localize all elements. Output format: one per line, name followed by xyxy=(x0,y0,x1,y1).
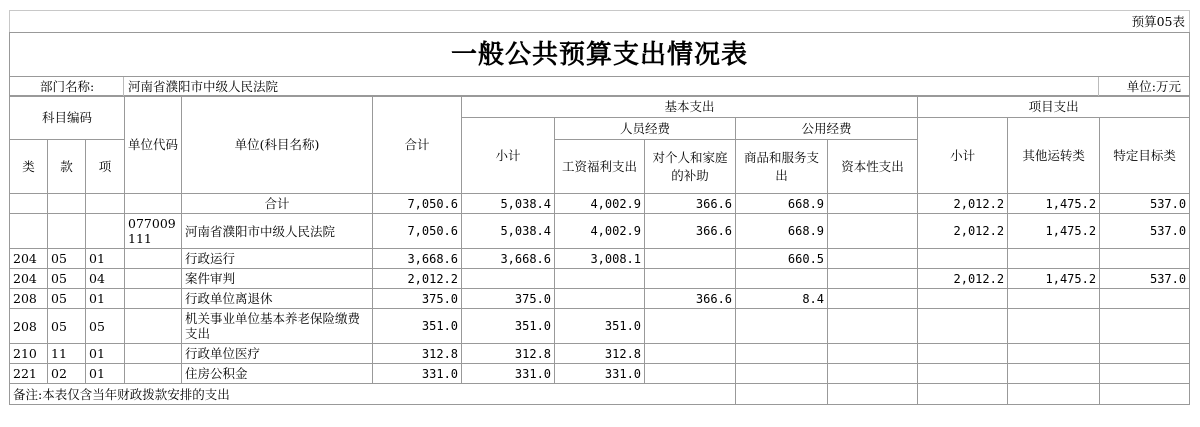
individual-subsidy-cell: 366.6 xyxy=(645,214,736,249)
special-purpose-cell xyxy=(1100,309,1190,344)
subject-class-cell: 208 xyxy=(10,289,48,309)
subject-item-cell: 01 xyxy=(86,344,125,364)
header-unit-code: 单位代码 xyxy=(125,97,182,194)
header-total: 合计 xyxy=(373,97,462,194)
table-row xyxy=(10,344,1190,364)
total-cell: 2,012.2 xyxy=(373,269,462,289)
project-subtotal-cell: 2,012.2 xyxy=(918,214,1008,249)
goods-services-cell xyxy=(736,344,828,364)
capital-cell xyxy=(828,269,918,289)
salary-cell: 4,002.9 xyxy=(555,194,645,214)
capital-cell xyxy=(828,249,918,269)
table-row xyxy=(10,309,1190,344)
unit-code-cell xyxy=(125,269,182,289)
expenditure-table xyxy=(9,96,1190,405)
project-subtotal-cell xyxy=(918,364,1008,384)
table-row xyxy=(10,289,1190,309)
unit-code-cell xyxy=(125,364,182,384)
subject-item-cell: 01 xyxy=(86,249,125,269)
subject-section-cell: 11 xyxy=(48,344,86,364)
capital-cell xyxy=(828,344,918,364)
capital-cell xyxy=(828,289,918,309)
subject-section-cell: 05 xyxy=(48,249,86,269)
other-transfer-cell: 1,475.2 xyxy=(1008,214,1100,249)
goods-services-cell: 668.9 xyxy=(736,214,828,249)
table-row xyxy=(10,249,1190,269)
subject-item-cell xyxy=(86,194,125,214)
table-row xyxy=(10,269,1190,289)
subject-class-cell: 208 xyxy=(10,309,48,344)
unit-name-cell: 住房公积金 xyxy=(182,364,373,384)
empty-cell xyxy=(828,384,918,405)
salary-cell: 4,002.9 xyxy=(555,214,645,249)
unit-name-cell: 机关事业单位基本养老保险缴费支出 xyxy=(182,309,373,344)
special-purpose-cell xyxy=(1100,344,1190,364)
basic-subtotal-cell: 3,668.6 xyxy=(462,249,555,269)
unit-name-cell: 行政单位医疗 xyxy=(182,344,373,364)
individual-subsidy-cell xyxy=(645,309,736,344)
individual-subsidy-cell: 366.6 xyxy=(645,289,736,309)
subject-section-cell: 05 xyxy=(48,269,86,289)
department-label: 部门名称: xyxy=(40,79,95,94)
header-salary: 工资福利支出 xyxy=(555,140,645,194)
subject-class-cell: 210 xyxy=(10,344,48,364)
goods-services-cell xyxy=(736,309,828,344)
header-subject-code: 科目编码 xyxy=(10,97,125,140)
capital-cell xyxy=(828,364,918,384)
empty-cell xyxy=(1008,384,1100,405)
header-unit-name: 单位(科目名称) xyxy=(182,97,373,194)
header-public: 公用经费 xyxy=(736,118,918,140)
special-purpose-cell: 537.0 xyxy=(1100,269,1190,289)
salary-cell: 3,008.1 xyxy=(555,249,645,269)
header-personnel: 人员经费 xyxy=(555,118,736,140)
total-cell: 351.0 xyxy=(373,309,462,344)
other-transfer-cell xyxy=(1008,289,1100,309)
header-special: 特定目标类 xyxy=(1100,118,1190,194)
header-goods: 商品和服务支出 xyxy=(736,140,828,194)
individual-subsidy-cell xyxy=(645,269,736,289)
capital-cell xyxy=(828,194,918,214)
table-row xyxy=(10,194,1190,214)
page-title: 一般公共预算支出情况表 xyxy=(9,32,1190,76)
subject-item-cell: 01 xyxy=(86,289,125,309)
other-transfer-cell xyxy=(1008,309,1100,344)
table-note: 备注:本表仅含当年财政拨款安排的支出 xyxy=(10,384,736,405)
unit-name-cell: 河南省濮阳市中级人民法院 xyxy=(182,214,373,249)
empty-cell xyxy=(1100,384,1190,405)
unit-code-cell xyxy=(125,194,182,214)
subject-class-cell xyxy=(10,214,48,249)
unit-name-cell: 合计 xyxy=(182,194,373,214)
header-basic-subtotal: 小计 xyxy=(462,118,555,194)
project-subtotal-cell: 2,012.2 xyxy=(918,269,1008,289)
unit-code-cell: 077009111 xyxy=(125,214,182,249)
subject-item-cell xyxy=(86,214,125,249)
header-capital: 资本性支出 xyxy=(828,140,918,194)
individual-subsidy-cell: 366.6 xyxy=(645,194,736,214)
other-transfer-cell: 1,475.2 xyxy=(1008,194,1100,214)
total-cell: 331.0 xyxy=(373,364,462,384)
project-subtotal-cell xyxy=(918,344,1008,364)
report-sheet xyxy=(9,8,1190,418)
goods-services-cell xyxy=(736,269,828,289)
subject-item-cell: 01 xyxy=(86,364,125,384)
individual-subsidy-cell xyxy=(645,344,736,364)
capital-cell xyxy=(828,214,918,249)
goods-services-cell: 8.4 xyxy=(736,289,828,309)
goods-services-cell: 660.5 xyxy=(736,249,828,269)
project-subtotal-cell: 2,012.2 xyxy=(918,194,1008,214)
special-purpose-cell xyxy=(1100,364,1190,384)
subject-section-cell xyxy=(48,194,86,214)
department-row xyxy=(9,76,1190,96)
divider xyxy=(123,77,124,97)
goods-services-cell xyxy=(736,364,828,384)
basic-subtotal-cell: 375.0 xyxy=(462,289,555,309)
other-transfer-cell xyxy=(1008,364,1100,384)
unit-name-cell: 案件审判 xyxy=(182,269,373,289)
subject-class-cell: 221 xyxy=(10,364,48,384)
header-xiang: 项 xyxy=(86,140,125,194)
unit-name-cell: 行政运行 xyxy=(182,249,373,269)
special-purpose-cell: 537.0 xyxy=(1100,194,1190,214)
special-purpose-cell: 537.0 xyxy=(1100,214,1190,249)
basic-subtotal-cell: 312.8 xyxy=(462,344,555,364)
other-transfer-cell xyxy=(1008,249,1100,269)
subject-item-cell: 04 xyxy=(86,269,125,289)
individual-subsidy-cell xyxy=(645,364,736,384)
unit-code-cell xyxy=(125,289,182,309)
total-cell: 7,050.6 xyxy=(373,194,462,214)
table-body xyxy=(10,194,1190,384)
capital-cell xyxy=(828,309,918,344)
header-other-transfer: 其他运转类 xyxy=(1008,118,1100,194)
individual-subsidy-cell xyxy=(645,249,736,269)
table-row xyxy=(10,214,1190,249)
subject-section-cell: 05 xyxy=(48,289,86,309)
basic-subtotal-cell xyxy=(462,269,555,289)
basic-subtotal-cell: 5,038.4 xyxy=(462,214,555,249)
project-subtotal-cell xyxy=(918,249,1008,269)
subject-section-cell: 05 xyxy=(48,309,86,344)
empty-cell xyxy=(918,384,1008,405)
subject-item-cell: 05 xyxy=(86,309,125,344)
table-number: 预算05表 xyxy=(9,10,1190,32)
project-subtotal-cell xyxy=(918,289,1008,309)
divider xyxy=(1098,77,1099,97)
header-individual: 对个人和家庭的补助 xyxy=(645,140,736,194)
subject-class-cell: 204 xyxy=(10,249,48,269)
subject-class-cell: 204 xyxy=(10,269,48,289)
header-project-expenditure: 项目支出 xyxy=(918,97,1190,118)
subject-section-cell: 02 xyxy=(48,364,86,384)
department-name: 河南省濮阳市中级人民法院 xyxy=(128,79,279,94)
total-cell: 312.8 xyxy=(373,344,462,364)
other-transfer-cell xyxy=(1008,344,1100,364)
basic-subtotal-cell: 331.0 xyxy=(462,364,555,384)
header-project-subtotal: 小计 xyxy=(918,118,1008,194)
salary-cell: 331.0 xyxy=(555,364,645,384)
project-subtotal-cell xyxy=(918,309,1008,344)
total-cell: 7,050.6 xyxy=(373,214,462,249)
basic-subtotal-cell: 351.0 xyxy=(462,309,555,344)
empty-cell xyxy=(736,384,828,405)
unit-name-cell: 行政单位离退休 xyxy=(182,289,373,309)
header-lei: 类 xyxy=(10,140,48,194)
table-row xyxy=(10,364,1190,384)
special-purpose-cell xyxy=(1100,289,1190,309)
salary-cell: 351.0 xyxy=(555,309,645,344)
salary-cell: 312.8 xyxy=(555,344,645,364)
header-basic-expenditure: 基本支出 xyxy=(462,97,918,118)
total-cell: 3,668.6 xyxy=(373,249,462,269)
salary-cell xyxy=(555,269,645,289)
unit-code-cell xyxy=(125,344,182,364)
header-kuan: 款 xyxy=(48,140,86,194)
unit-code-cell xyxy=(125,309,182,344)
unit-label: 单位:万元 xyxy=(1126,79,1181,94)
salary-cell xyxy=(555,289,645,309)
unit-code-cell xyxy=(125,249,182,269)
goods-services-cell: 668.9 xyxy=(736,194,828,214)
other-transfer-cell: 1,475.2 xyxy=(1008,269,1100,289)
subject-section-cell xyxy=(48,214,86,249)
basic-subtotal-cell: 5,038.4 xyxy=(462,194,555,214)
total-cell: 375.0 xyxy=(373,289,462,309)
special-purpose-cell xyxy=(1100,249,1190,269)
subject-class-cell xyxy=(10,194,48,214)
